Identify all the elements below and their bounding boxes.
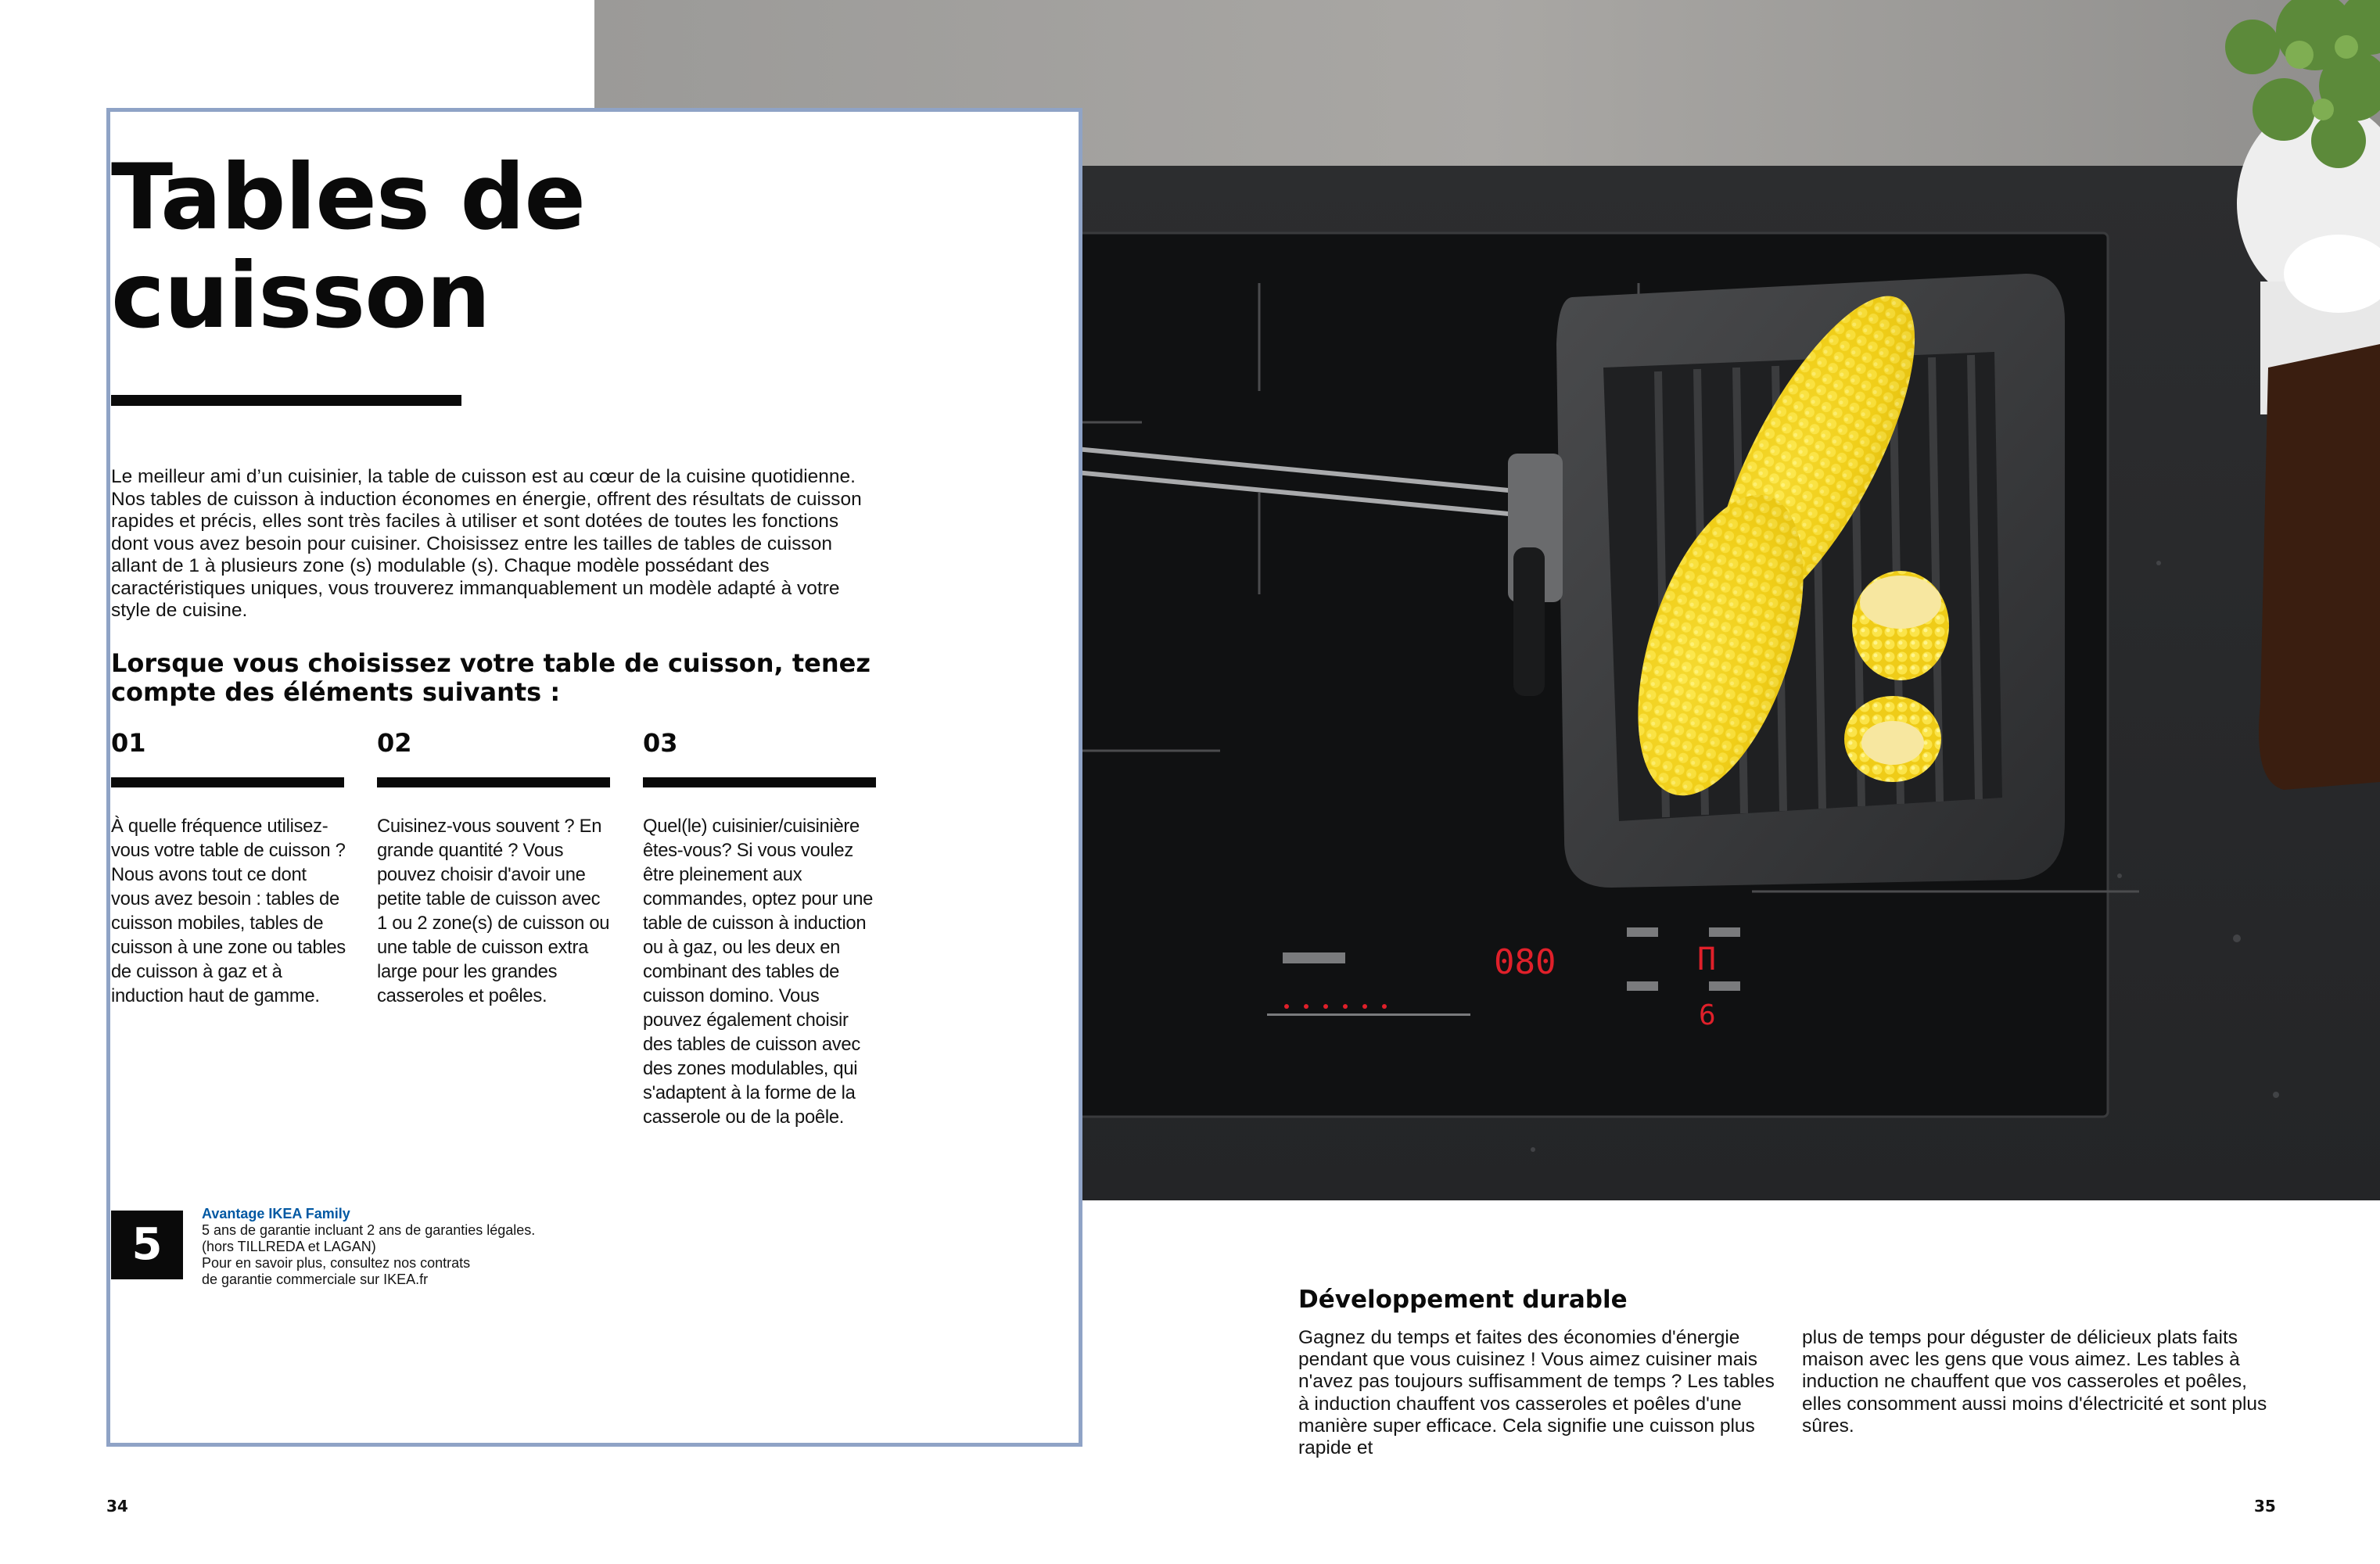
hob-level-display-top: П: [1697, 942, 1717, 978]
page-number-left: 34: [106, 1497, 128, 1516]
guarantee-years-badge: 5: [111, 1211, 183, 1279]
page-title: [111, 145, 586, 349]
column-divider: [377, 777, 610, 787]
sustainability-heading: Développement durable: [1298, 1286, 1628, 1314]
title-line-2: cuisson: [111, 243, 490, 349]
guarantee-line-4: de garantie commerciale sur IKEA.fr: [202, 1272, 429, 1287]
consideration-column-3: [643, 727, 878, 1129]
intro-paragraph: Le meilleur ami d’un cuisinier, la table de cuisson est au cœur de la cuisine quotidienne. Nos tables de cuisson à induction économes en énergie, offrent des résultats de cuisson rapides et précis, elles sont très faciles à utiliser et sont dotées de toutes les fonctions dont vous avez besoin pour cuisiner. Choisissez entre les tailles de tables de cuisson allant de 1 à plusieurs zone (s) modulable (s). Chaque modèle possédant des caractéristiques uniques, vous trouverez immanquablement un modèle adapté à votre style de cuisine.: [111, 466, 862, 621]
column-number: 03: [643, 728, 678, 758]
considerations-heading: Lorsque vous choisissez votre table de cuisson, tenez compte des éléments suivants :: [111, 648, 871, 707]
column-number: 02: [377, 728, 412, 758]
guarantee-line-2: (hors TILLREDA et LAGAN): [202, 1239, 376, 1254]
guarantee-line-3: Pour en savoir plus, consultez nos contrats: [202, 1255, 471, 1271]
consideration-column-2: [377, 727, 612, 1008]
column-text: Cuisinez-vous souvent ? En grande quantité ? Vous pouvez choisir d'avoir une petite table de cuisson avec 1 ou 2 zone(s) de cuisson ou une table de cuisson extra large pour les grandes casseroles et poêles.: [377, 816, 610, 1006]
title-line-1: Tables de: [111, 145, 586, 250]
guarantee-line-1: 5 ans de garantie incluant 2 ans de garanties légales.: [202, 1222, 536, 1238]
column-number: 01: [111, 728, 146, 758]
guarantee-title: Avantage IKEA Family: [202, 1206, 350, 1221]
hob-level-display-bottom: 6: [1699, 999, 1716, 1031]
page-number-right: 35: [2254, 1497, 2276, 1516]
title-divider: [111, 395, 461, 406]
sustainability-text-col-2: plus de temps pour déguster de délicieux plats faits maison avec les gens que vous aimez. Les tables à induction ne chauffent que vos casseroles et poêles, elles consomment aussi moins d'électricité et sont plus sûres.: [1802, 1327, 2267, 1437]
column-divider: [643, 777, 876, 787]
column-text: À quelle fréquence utilisez-vous votre table de cuisson ? Nous avons tout ce dont vous avez besoin : tables de cuisson mobiles, tables de cuisson à une zone ou tables de cuisson à gaz et à induction haut de gamme.: [111, 816, 346, 1006]
ikea-family-guarantee: [202, 1206, 640, 1288]
column-divider: [111, 777, 344, 787]
consideration-column-1: [111, 727, 346, 1008]
sustainability-text-col-1: Gagnez du temps et faites des économies d'énergie pendant que vous cuisinez ! Vous aimez cuisiner mais n'avez pas toujours suffisamment de temps ? Les tables à induction chauffent vos casseroles et poêles d'une manière super efficace. Cela signifie une cuisson plus rapide et: [1298, 1327, 1775, 1459]
column-text: Quel(le) cuisinier/cuisinière êtes-vous? Si vous voulez être pleinement aux commandes, optez pour une table de cuisson à induction ou à gaz, ou les deux en combinant des tables de cuisson domino. Vous pouvez également choisir des tables de cuisson avec des zones modulables, qui s'adaptent à la forme de la casserole ou de la poêle.: [643, 816, 874, 1128]
hob-timer-display: 080: [1494, 942, 1556, 982]
